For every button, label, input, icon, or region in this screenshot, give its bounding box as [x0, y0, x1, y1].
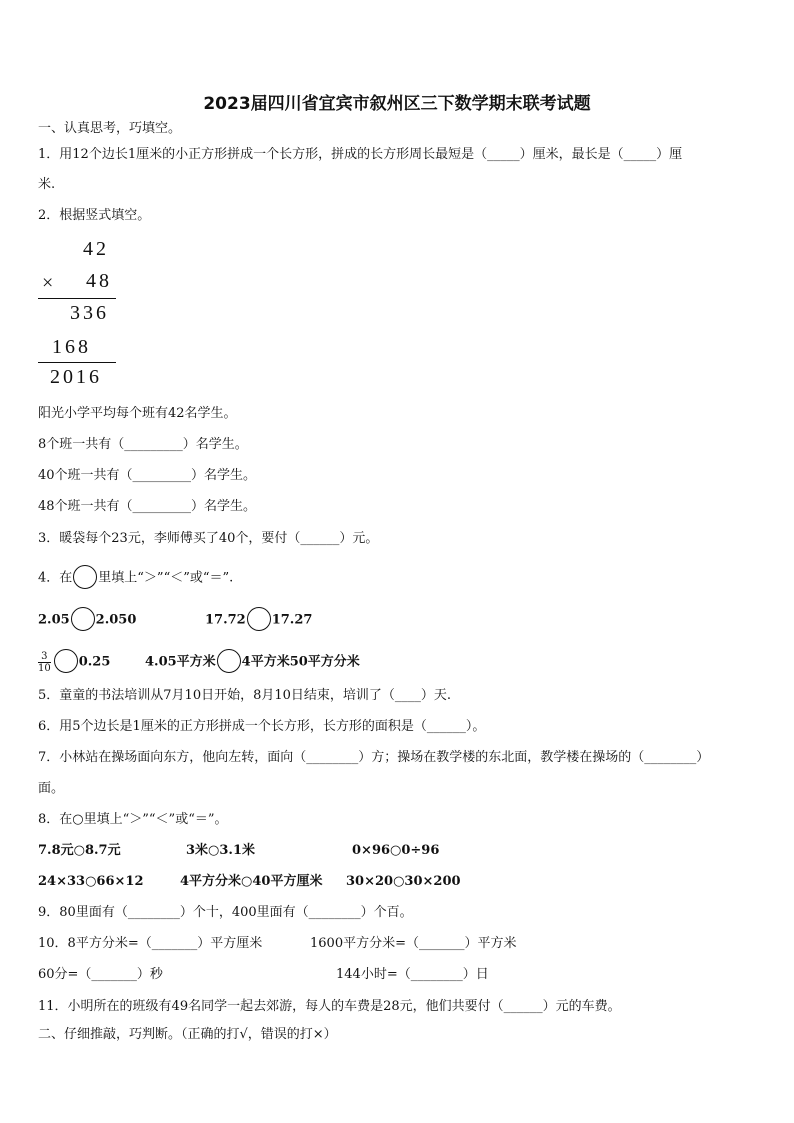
circle-blank [54, 649, 78, 673]
question-2: 2．根据竖式填空。 [38, 208, 151, 223]
circle-blank [247, 607, 271, 631]
question-4-row-1-b [205, 608, 312, 632]
fraction [38, 651, 51, 674]
question-11: 11．小明所在的班级有49名同学一起去郊游，每人的车费是28元，他们共要付（______）元的车费。 [38, 999, 621, 1014]
mult-line-2 [38, 362, 116, 363]
question-4 [38, 566, 233, 590]
q4-prefix: 4．在 [38, 570, 73, 586]
q4-r1a-right: 2.050 [95, 612, 137, 628]
q4-r2b-right: 4平方米50平方分米 [241, 654, 360, 670]
question-8-row-1-c: 0×96○0÷96 [352, 843, 440, 858]
section-1-heading: 一、认真思考，巧填空。 [38, 121, 182, 136]
question-5: 5．童童的书法培训从7月10日开始，8月10日结束，培训了（____）天. [38, 688, 452, 703]
question-7-line-1: 7．小林站在操场面向东方，他向左转，面向（________）方；操场在教学楼的东北面，教学楼在操场的（________） [38, 750, 710, 765]
mult-row-1: 42 [83, 238, 109, 260]
question-2-a: 8个班一共有（_________）名学生。 [38, 437, 248, 452]
mult-row-4: 168 [52, 336, 91, 358]
question-8-row-1-b: 3米○3.1米 [186, 843, 256, 858]
page-title: 2023届四川省宜宾市叙州区三下数学期末联考试题 [203, 94, 591, 114]
question-10-b: 1600平方分米=（_______）平方米 [310, 936, 517, 951]
question-4-row-2-a [38, 650, 110, 674]
question-10-a: 10．8平方分米=（_______）平方厘米 [38, 936, 263, 951]
question-8-row-1-a: 7.8元○8.7元 [38, 843, 121, 858]
section-2-heading: 二、仔细推敲，巧判断。（正确的打√，错误的打×） [38, 1027, 337, 1042]
question-2-b: 40个班一共有（_________）名学生。 [38, 468, 257, 483]
question-10-c: 60分=（_______）秒 [38, 967, 163, 982]
q4-r2a-right: 0.25 [78, 654, 111, 670]
question-7-line-2: 面。 [38, 781, 65, 796]
mult-row-3: 336 [70, 302, 109, 324]
question-1-line-1: 1．用12个边长1厘米的小正方形拼成一个长方形，拼成的长方形周长最短是（_____）厘米，最长是（_____）厘 [38, 147, 683, 162]
question-2-c: 48个班一共有（_________）名学生。 [38, 499, 257, 514]
mult-line-1 [38, 298, 116, 299]
fraction-numerator: 3 [38, 651, 51, 663]
question-8: 8．在○里填上“＞”“＜”或“＝”。 [38, 812, 228, 827]
circle-blank [73, 565, 97, 589]
question-1-line-2: 米. [38, 177, 56, 192]
question-8-row-2-b: 4平方分米○40平方厘米 [180, 874, 323, 889]
q4-r1b-left: 17.72 [205, 612, 246, 628]
q4-r2b-left: 4.05平方米 [145, 654, 216, 670]
question-8-row-2-a: 24×33○66×12 [38, 874, 144, 889]
mult-operator: × [42, 272, 57, 294]
question-8-row-2-c: 30×20○30×200 [346, 874, 461, 889]
fraction-denominator: 10 [38, 662, 51, 674]
mult-row-5: 2016 [50, 366, 102, 388]
question-4-row-1-a [38, 608, 136, 632]
question-9: 9．80里面有（________）个十，400里面有（________）个百。 [38, 905, 413, 920]
question-4-row-2-b [145, 650, 360, 674]
q4-r1b-right: 17.27 [271, 612, 313, 628]
question-3: 3．暖袋每个23元，李师傅买了40个，要付（______）元。 [38, 531, 379, 546]
circle-blank [71, 607, 95, 631]
question-6: 6．用5个边长是1厘米的正方形拼成一个长方形，长方形的面积是（______）。 [38, 719, 486, 734]
circle-blank [217, 649, 241, 673]
q4-suffix: 里填上“＞”“＜”或“＝”. [98, 570, 234, 586]
question-10-d: 144小时=（________）日 [336, 967, 489, 982]
q4-r1a-left: 2.05 [38, 612, 70, 628]
question-2-intro: 阳光小学平均每个班有42名学生。 [38, 406, 237, 421]
mult-row-2: 48 [86, 270, 112, 292]
